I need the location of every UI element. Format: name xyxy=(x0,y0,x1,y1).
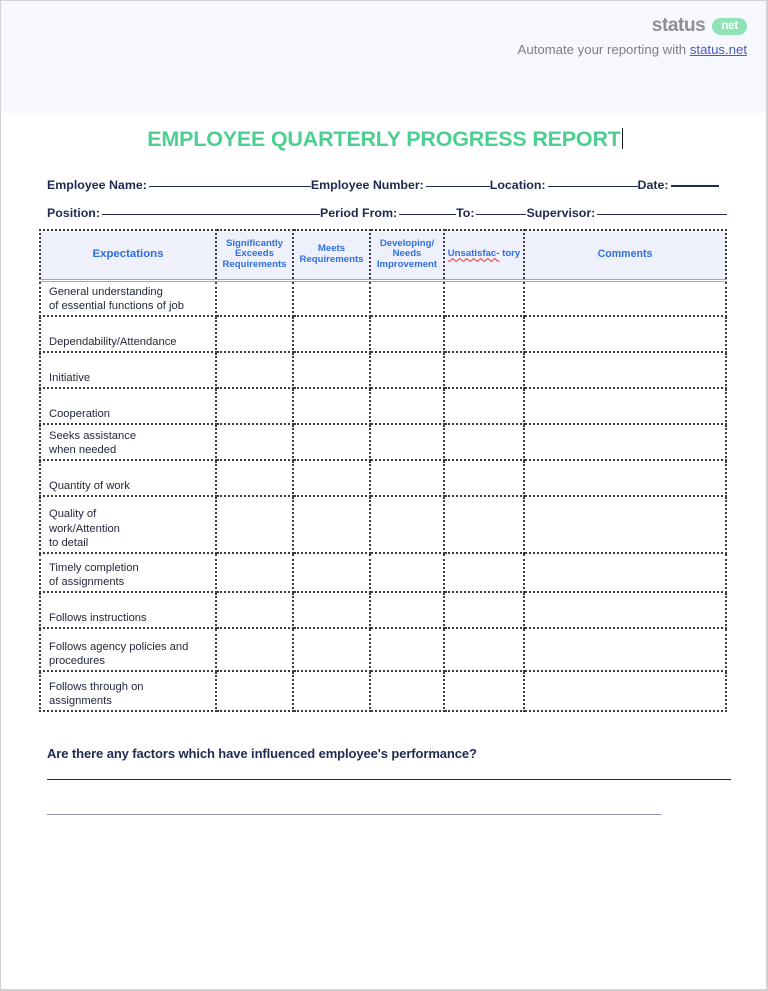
table-column-header-significantly_exceeds: Significantly Exceeds Requirements xyxy=(216,230,293,280)
page-header-band xyxy=(1,1,768,113)
rating-cell-unsatisfactory[interactable] xyxy=(444,553,524,592)
rating-cell-significantly_exceeds[interactable] xyxy=(216,671,293,711)
form-label-2: Location: xyxy=(489,178,546,192)
table-row xyxy=(40,352,726,388)
answer-line-1[interactable] xyxy=(47,779,731,780)
expectation-label: Follows through on assignments xyxy=(40,671,216,711)
tagline-text: Automate your reporting with xyxy=(517,42,690,57)
rating-cell-comments[interactable] xyxy=(524,424,726,460)
table-row xyxy=(40,496,726,553)
rating-cell-developing[interactable] xyxy=(370,671,444,711)
rating-cell-unsatisfactory[interactable] xyxy=(444,671,524,711)
form-input-0[interactable] xyxy=(102,204,320,215)
rating-cell-significantly_exceeds[interactable] xyxy=(216,280,293,316)
rating-cell-significantly_exceeds[interactable] xyxy=(216,496,293,553)
expectation-label: Quantity of work xyxy=(40,460,216,496)
table-row xyxy=(40,592,726,628)
form-input-2[interactable] xyxy=(548,176,638,187)
table-row xyxy=(40,628,726,671)
logo-net-pill: net xyxy=(712,18,747,35)
rating-cell-developing[interactable] xyxy=(370,280,444,316)
page-title xyxy=(1,127,768,152)
rating-cell-unsatisfactory[interactable] xyxy=(444,280,524,316)
rating-cell-significantly_exceeds[interactable] xyxy=(216,388,293,424)
rating-cell-unsatisfactory[interactable] xyxy=(444,388,524,424)
form-input-1[interactable] xyxy=(426,176,490,187)
expectation-label: Initiative xyxy=(40,352,216,388)
form-row-position-info xyxy=(47,204,737,220)
rating-cell-meets[interactable] xyxy=(293,424,370,460)
table-row xyxy=(40,388,726,424)
table-column-header-comments: Comments xyxy=(524,230,726,280)
rating-cell-comments[interactable] xyxy=(524,553,726,592)
question-label: Are there any factors which have influenced employee's performance? xyxy=(47,746,477,761)
rating-cell-unsatisfactory[interactable] xyxy=(444,592,524,628)
rating-cell-developing[interactable] xyxy=(370,628,444,671)
expectation-label: Timely completion of assignments xyxy=(40,553,216,592)
rating-cell-unsatisfactory[interactable] xyxy=(444,316,524,352)
rating-cell-comments[interactable] xyxy=(524,352,726,388)
rating-cell-unsatisfactory[interactable] xyxy=(444,496,524,553)
rating-cell-unsatisfactory[interactable] xyxy=(444,352,524,388)
logo-wordmark: status xyxy=(651,15,706,36)
rating-cell-comments[interactable] xyxy=(524,592,726,628)
question-section xyxy=(47,746,731,818)
rating-cell-developing[interactable] xyxy=(370,553,444,592)
rating-cell-developing[interactable] xyxy=(370,424,444,460)
expectation-label: General understanding of essential functions of job xyxy=(40,280,216,316)
rating-cell-significantly_exceeds[interactable] xyxy=(216,316,293,352)
rating-cell-developing[interactable] xyxy=(370,388,444,424)
evaluation-table xyxy=(39,229,727,712)
table-row xyxy=(40,280,726,316)
rating-cell-comments[interactable] xyxy=(524,388,726,424)
form-label-1: Period From: xyxy=(320,206,398,220)
expectation-label: Follows instructions xyxy=(40,592,216,628)
expectation-label: Cooperation xyxy=(40,388,216,424)
rating-cell-developing[interactable] xyxy=(370,496,444,553)
table-row xyxy=(40,316,726,352)
rating-cell-meets[interactable] xyxy=(293,280,370,316)
expectation-label: Seeks assistance when needed xyxy=(40,424,216,460)
form-label-2: To: xyxy=(456,206,475,220)
rating-cell-unsatisfactory[interactable] xyxy=(444,628,524,671)
table-row xyxy=(40,671,726,711)
rating-cell-meets[interactable] xyxy=(293,553,370,592)
rating-cell-developing[interactable] xyxy=(370,316,444,352)
table-column-header-unsatisfactory: Unsatisfac- tory xyxy=(444,230,524,280)
form-label-1: Employee Number: xyxy=(310,178,424,192)
rating-cell-developing[interactable] xyxy=(370,460,444,496)
rating-cell-unsatisfactory[interactable] xyxy=(444,460,524,496)
rating-cell-developing[interactable] xyxy=(370,352,444,388)
form-input-3[interactable] xyxy=(597,204,727,215)
rating-cell-meets[interactable] xyxy=(293,388,370,424)
status-net-logo xyxy=(652,15,747,37)
rating-cell-significantly_exceeds[interactable] xyxy=(216,553,293,592)
header-tagline xyxy=(518,42,747,57)
form-input-0[interactable] xyxy=(149,176,311,187)
spellcheck-underlined-text: Unsatisfac- xyxy=(447,248,500,260)
rating-cell-significantly_exceeds[interactable] xyxy=(216,460,293,496)
rating-cell-comments[interactable] xyxy=(524,316,726,352)
rating-cell-significantly_exceeds[interactable] xyxy=(216,352,293,388)
page-title-text: EMPLOYEE QUARTERLY PROGRESS REPORT xyxy=(147,127,621,151)
rating-cell-meets[interactable] xyxy=(293,628,370,671)
answer-line-2[interactable]: ____________________________________________________________________________________________________ xyxy=(47,801,660,816)
table-column-header-expectations: Expectations xyxy=(40,230,216,280)
rating-cell-meets[interactable] xyxy=(293,316,370,352)
rating-cell-comments[interactable] xyxy=(524,671,726,711)
rating-cell-comments[interactable] xyxy=(524,280,726,316)
expectation-label: Follows agency policies and procedures xyxy=(40,628,216,671)
form-input-1[interactable] xyxy=(399,204,456,215)
table-row xyxy=(40,424,726,460)
table-row xyxy=(40,553,726,592)
table-row xyxy=(40,460,726,496)
form-label-0: Employee Name: xyxy=(47,178,147,192)
rating-cell-comments[interactable] xyxy=(524,496,726,553)
text-caret xyxy=(622,128,623,149)
rating-cell-meets[interactable] xyxy=(293,592,370,628)
expectation-label: Quality of work/Attention to detail xyxy=(40,496,216,553)
table-header xyxy=(40,230,726,280)
rating-cell-meets[interactable] xyxy=(293,671,370,711)
form-label-0: Position: xyxy=(47,206,100,220)
expectation-label: Dependability/Attendance xyxy=(40,316,216,352)
rating-cell-significantly_exceeds[interactable] xyxy=(216,592,293,628)
rating-cell-meets[interactable] xyxy=(293,460,370,496)
rating-cell-developing[interactable] xyxy=(370,592,444,628)
table-column-header-meets: Meets Requirements xyxy=(293,230,370,280)
status-net-link[interactable]: status.net xyxy=(689,42,747,57)
rating-cell-meets[interactable] xyxy=(293,352,370,388)
rating-cell-significantly_exceeds[interactable] xyxy=(216,628,293,671)
form-input-3[interactable] xyxy=(671,176,719,187)
rating-cell-comments[interactable] xyxy=(524,460,726,496)
rating-cell-significantly_exceeds[interactable] xyxy=(216,424,293,460)
rating-cell-unsatisfactory[interactable] xyxy=(444,424,524,460)
form-input-2[interactable] xyxy=(476,204,526,215)
table-header-row xyxy=(40,230,726,280)
form-label-3: Supervisor: xyxy=(526,206,596,220)
rating-cell-meets[interactable] xyxy=(293,496,370,553)
form-row-employee-info xyxy=(47,176,737,192)
rating-cell-comments[interactable] xyxy=(524,628,726,671)
form-label-3: Date: xyxy=(637,178,669,192)
table-column-header-developing: Developing/ Needs Improvement xyxy=(370,230,444,280)
table-body xyxy=(40,280,726,711)
